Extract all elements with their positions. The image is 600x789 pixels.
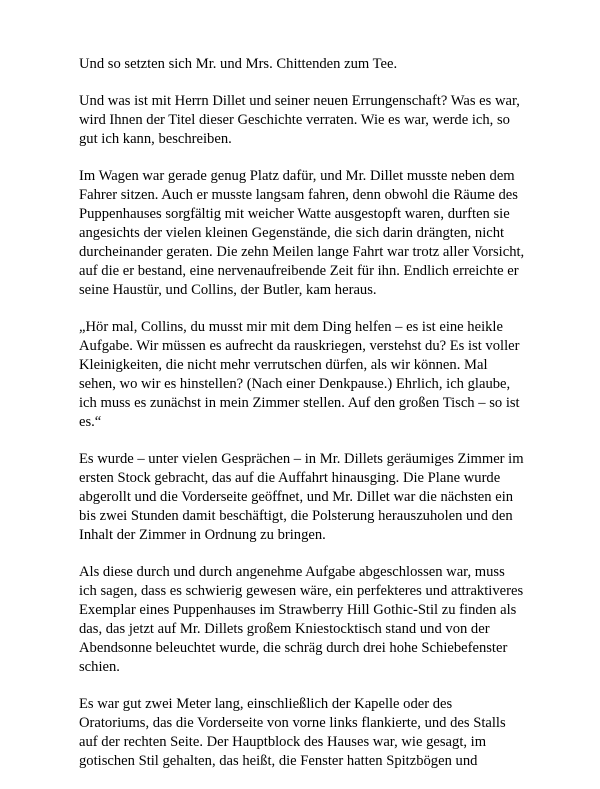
text-line: angesichts der vielen kleinen Gegenstände, die sich darin drängten, nicht: [79, 225, 505, 241]
text-line: gut ich kann, beschreiben.: [79, 131, 232, 147]
text-line: das, das jetzt auf Mr. Dillets großem Kniestocktisch stand und von der: [79, 621, 490, 637]
text-line: Abendsonne beleuchtet wurde, die schräg durch drei hohe Schiebefenster: [79, 640, 508, 656]
text-line: auf der rechten Seite. Der Hauptblock des Hauses war, wie gesagt, im: [79, 734, 487, 750]
document-body: [79, 55, 531, 789]
text-line: schien.: [79, 659, 120, 675]
paragraph-6: [79, 563, 531, 677]
text-line: ersten Stock gebracht, das auf die Auffahrt hinausging. Die Plane wurde: [79, 470, 501, 486]
paragraph-3: [79, 167, 531, 300]
text-line: es.“: [79, 414, 102, 430]
text-line: Und so setzten sich Mr. und Mrs. Chittenden zum Tee.: [79, 56, 398, 72]
text-line: gotischen Stil gehalten, das heißt, die Fenster hatten Spitzbögen und: [79, 753, 478, 769]
text-line: Inhalt der Zimmer in Ordnung zu bringen.: [79, 527, 326, 543]
text-line: Puppenhauses sorgfältig mit weicher Watte ausgestopft waren, durften sie: [79, 206, 510, 222]
text-line: bis zwei Stunden damit beschäftigt, die Polsterung herauszuholen und den: [79, 508, 513, 524]
text-line: ich sagen, dass es schwierig gewesen wäre, ein perfekteres und attraktiveres: [79, 583, 524, 599]
paragraph-1: [79, 55, 531, 74]
paragraph-4: [79, 318, 531, 432]
text-line: wird Ihnen der Titel dieser Geschichte verraten. Wie es war, werde ich, so: [79, 112, 510, 128]
paragraph-5: [79, 450, 531, 545]
paragraph-2: [79, 92, 531, 149]
text-line: Als diese durch und durch angenehme Aufgabe abgeschlossen war, muss: [79, 564, 505, 580]
text-line: Und was ist mit Herrn Dillet und seiner neuen Errungenschaft? Was es war,: [79, 93, 520, 109]
text-line: durcheinander geraten. Die zehn Meilen lange Fahrt war trotz aller Vorsicht,: [79, 244, 525, 260]
text-line: abgerollt und die Vorderseite geöffnet, und Mr. Dillet war die nächsten ein: [79, 489, 514, 505]
text-line: Es war gut zwei Meter lang, einschließlich der Kapelle oder des: [79, 696, 453, 712]
text-line: ich muss es zunächst in mein Zimmer stellen. Auf den großen Tisch – so ist: [79, 395, 520, 411]
text-line: auf die er bestand, eine nervenaufreibende Zeit für ihn. Endlich erreichte er: [79, 263, 519, 279]
text-line: Kleinigkeiten, die nicht mehr verrutschen dürfen, als wir können. Mal: [79, 357, 488, 373]
text-line: Es wurde – unter vielen Gesprächen – in Mr. Dillets geräumiges Zimmer im: [79, 451, 524, 467]
text-line: „Hör mal, Collins, du musst mir mit dem Ding helfen – es ist eine heikle: [79, 319, 503, 335]
text-line: Im Wagen war gerade genug Platz dafür, und Mr. Dillet musste neben dem: [79, 168, 515, 184]
text-line: Aufgabe. Wir müssen es aufrecht da rauskriegen, verstehst du? Es ist voller: [79, 338, 520, 354]
text-line: Fahrer sitzen. Auch er musste langsam fahren, denn obwohl die Räume des: [79, 187, 518, 203]
paragraph-7: [79, 695, 531, 771]
text-line: seine Haustür, und Collins, der Butler, kam heraus.: [79, 282, 377, 298]
text-line: Exemplar eines Puppenhauses im Strawberry Hill Gothic-Stil zu finden als: [79, 602, 517, 618]
text-line: Oratoriums, das die Vorderseite von vorne links flankierte, und des Stalls: [79, 715, 506, 731]
text-line: sehen, wo wir es hinstellen? (Nach einer Denkpause.) Ehrlich, ich glaube,: [79, 376, 511, 392]
